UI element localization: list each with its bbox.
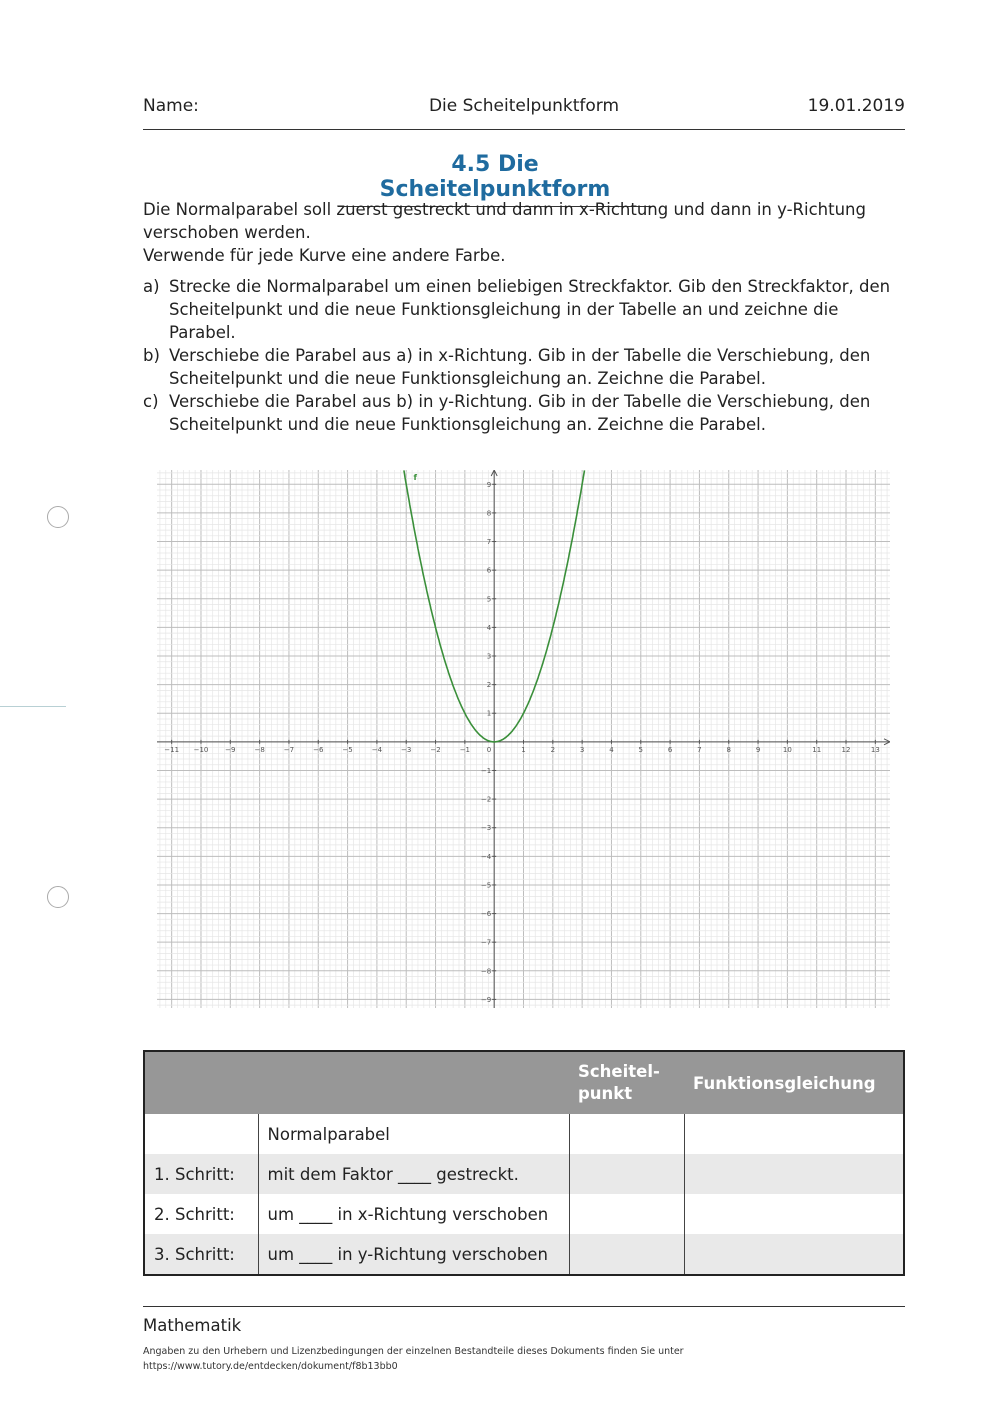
- coordinate-system: [157, 470, 890, 1008]
- step-cell: 2. Schritt:: [144, 1194, 258, 1234]
- x-tick-label: 12: [841, 745, 851, 754]
- vertex-cell[interactable]: [569, 1114, 684, 1154]
- y-tick-label: 4: [486, 623, 492, 632]
- x-tick-label: −10: [193, 745, 209, 754]
- task-text: Strecke die Normalparabel um einen beliebigen Streckfaktor. Gib den Streckfaktor, den Scheitelpunkt und die neue Funktionsgleichung in der Tabelle an und zeichne die Parabel.: [169, 277, 891, 342]
- x-tick-label: 6: [667, 745, 673, 754]
- x-tick-label: −9: [225, 745, 236, 754]
- x-tick-label: 5: [638, 745, 644, 754]
- x-tick-label: −4: [371, 745, 383, 754]
- x-tick-label: 3: [579, 745, 585, 754]
- y-tick-label: −8: [480, 967, 492, 976]
- footer-divider: [143, 1306, 905, 1307]
- step-cell: [144, 1114, 258, 1154]
- x-tick-label: 10: [782, 745, 792, 754]
- task-text: Verschiebe die Parabel aus b) in y-Richtung. Gib in der Tabelle die Verschiebung, den Scheitelpunkt und die neue Funktionsgleichung an. Zeichne die Parabel.: [169, 392, 871, 434]
- y-tick-label: 5: [486, 595, 492, 604]
- y-tick-label: −9: [480, 995, 492, 1004]
- x-tick-label: −11: [164, 745, 180, 754]
- intro-line-1: Die Normalparabel soll zuerst gestreckt und dann in x-Richtung und dann in y-Richtung verschoben werden.: [143, 200, 866, 242]
- x-tick-label: −5: [342, 745, 353, 754]
- y-tick-label: −1: [480, 766, 492, 775]
- task-label: b): [143, 346, 160, 365]
- intro: [143, 198, 903, 267]
- table-row: [144, 1234, 904, 1275]
- y-tick-label: 6: [486, 566, 492, 575]
- equation-cell[interactable]: [684, 1234, 904, 1275]
- y-tick-label: 8: [486, 509, 492, 518]
- table-row: [144, 1154, 904, 1194]
- y-tick-label: 1: [486, 709, 492, 718]
- task-text: Verschiebe die Parabel aus a) in x-Richtung. Gib in der Tabelle die Verschiebung, den Scheitelpunkt und die neue Funktionsgleichung an. Zeichne die Parabel.: [169, 346, 871, 388]
- y-tick-label: −7: [480, 938, 492, 947]
- subject: Mathematik: [143, 1316, 242, 1335]
- y-tick-label: 7: [486, 538, 492, 547]
- table-row: [144, 1194, 904, 1234]
- step-cell: 3. Schritt:: [144, 1234, 258, 1275]
- table-header-cell: [144, 1051, 258, 1114]
- equation-cell[interactable]: [684, 1154, 904, 1194]
- task-b: [143, 344, 905, 390]
- function-label: f: [413, 473, 418, 483]
- x-tick-label: 4: [609, 745, 614, 754]
- vertex-cell[interactable]: [569, 1194, 684, 1234]
- punch-hole-icon: [47, 886, 69, 908]
- fold-mark: [0, 706, 66, 707]
- results-table: [143, 1050, 905, 1276]
- y-tick-label: −2: [480, 795, 492, 804]
- x-tick-label: −7: [283, 745, 295, 754]
- description-cell: Normalparabel: [258, 1114, 569, 1154]
- y-tick-label: 3: [486, 652, 492, 661]
- table-header-funktionsgleichung: Funktionsgleichung: [684, 1051, 904, 1114]
- y-tick-label: −5: [480, 881, 492, 890]
- name-label: Name:: [143, 96, 199, 116]
- license-note: [143, 1344, 843, 1374]
- x-tick-label: 13: [870, 745, 880, 754]
- x-tick-label: −8: [254, 745, 265, 754]
- table-row: [144, 1114, 904, 1154]
- x-tick-label: −6: [313, 745, 324, 754]
- intro-line-2: Verwende für jede Kurve eine andere Farbe.: [143, 246, 506, 265]
- y-tick-label: −4: [480, 852, 492, 861]
- y-tick-label: −6: [480, 910, 492, 919]
- task-label: a): [143, 277, 160, 296]
- header-divider: [143, 129, 905, 130]
- table-header-cell: [258, 1051, 569, 1114]
- x-tick-label: 1: [521, 745, 526, 754]
- y-tick-label: −3: [480, 824, 492, 833]
- step-cell: 1. Schritt:: [144, 1154, 258, 1194]
- x-tick-label: −3: [401, 745, 412, 754]
- x-tick-label: 8: [726, 745, 731, 754]
- task-label: c): [143, 392, 159, 411]
- doc-title: Die Scheitelpunktform: [428, 96, 620, 116]
- x-tick-label: −2: [430, 745, 441, 754]
- table-header-row: [144, 1051, 904, 1114]
- date: 19.01.2019: [807, 96, 905, 116]
- y-tick-label: 2: [486, 681, 492, 690]
- x-tick-label: −1: [459, 745, 471, 754]
- x-tick-label: 2: [550, 745, 556, 754]
- equation-cell[interactable]: [684, 1114, 904, 1154]
- license-url[interactable]: https://www.tutory.de/entdecken/dokument/f8b13bb0: [143, 1361, 398, 1372]
- task-a: [143, 275, 905, 344]
- task-list: [143, 275, 905, 436]
- task-c: [143, 390, 905, 436]
- x-tick-label: 9: [755, 745, 761, 754]
- equation-cell[interactable]: [684, 1194, 904, 1234]
- license-text: Angaben zu den Urhebern und Lizenzbedingungen der einzelnen Bestandteile dieses Dokuments finden Sie unter: [143, 1346, 684, 1357]
- punch-hole-icon: [47, 506, 69, 528]
- origin-label: 0: [486, 745, 492, 754]
- table-header-scheitelpunkt: Scheitel- punkt: [569, 1051, 684, 1114]
- y-tick-label: 9: [486, 480, 492, 489]
- vertex-cell[interactable]: [569, 1234, 684, 1275]
- page-title: 4.5 Die Scheitelpunktform: [338, 152, 652, 207]
- description-cell: mit dem Faktor ____ gestreckt.: [258, 1154, 569, 1194]
- x-tick-label: 7: [697, 745, 702, 754]
- x-tick-label: 11: [812, 745, 822, 754]
- vertex-cell[interactable]: [569, 1154, 684, 1194]
- description-cell: um ____ in y-Richtung verschoben: [258, 1234, 569, 1275]
- description-cell: um ____ in x-Richtung verschoben: [258, 1194, 569, 1234]
